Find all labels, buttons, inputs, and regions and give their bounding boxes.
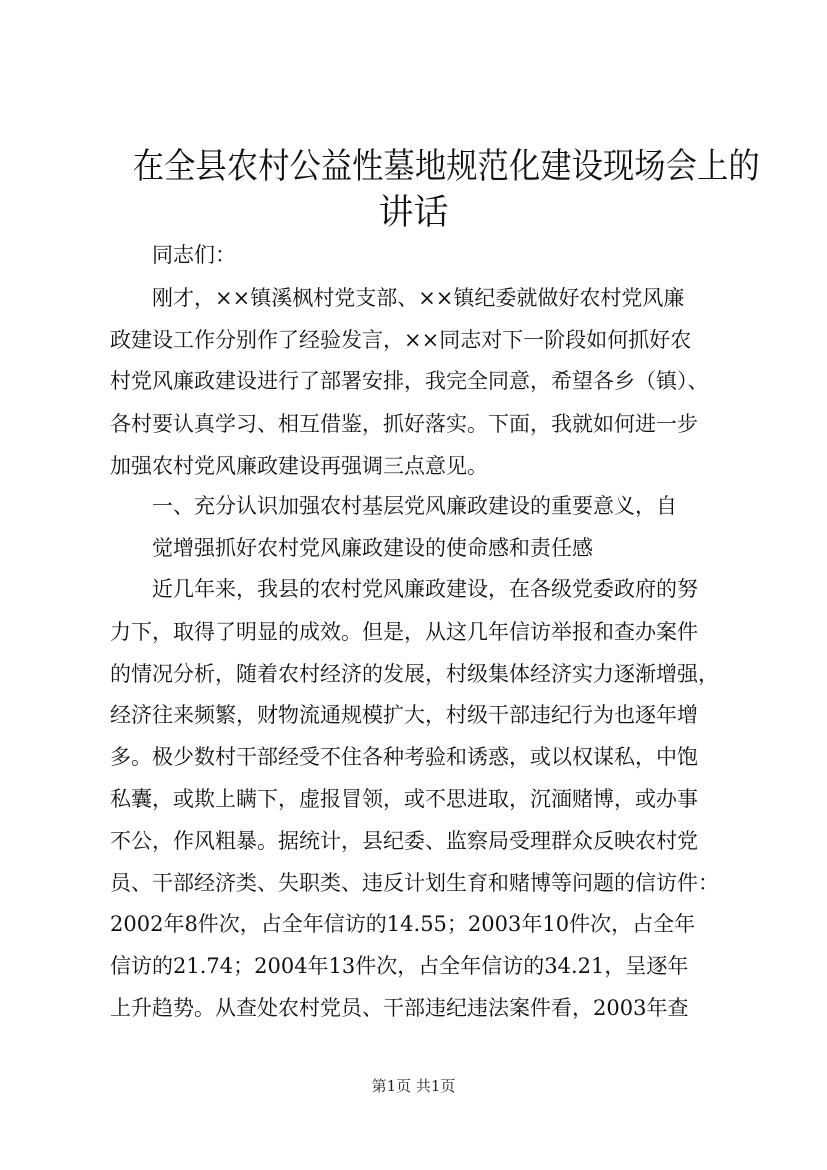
- document-title-line-2: 讲话: [378, 193, 449, 233]
- body-line: 刚才，××镇溪枫村党支部、××镇纪委就做好农村党风廉: [152, 286, 685, 310]
- body-line: 加强农村党风廉政建设再强调三点意见。: [110, 454, 488, 478]
- body-line: 政建设工作分别作了经验发言，××同志对下一阶段如何抓好农: [110, 328, 692, 352]
- body-line: 近几年来，我县的农村党风廉政建设，在各级党委政府的努: [152, 577, 698, 601]
- body-line-salutation: 同志们：: [152, 243, 236, 267]
- body-line: 力下，取得了明显的成效。但是，从这几年信访举报和查办案件: [110, 620, 698, 644]
- body-line: 不公，作风粗暴。据统计，县纪委、监察局受理群众反映农村党: [110, 829, 698, 853]
- document-title-line-1: 在全县农村公益性墓地规范化建设现场会上的: [132, 147, 760, 187]
- section-heading-line: 觉增强抓好农村党风廉政建设的使命感和责任感: [152, 536, 593, 560]
- body-line: 的情况分析，随着农村经济的发展，村级集体经济实力逐渐增强，: [110, 662, 719, 686]
- body-line: 私囊，或欺上瞒下，虚报冒领，或不思进取，沉湎赌博，或办事: [110, 787, 698, 811]
- body-line: 2002年8件次，占全年信访的14.55；2003年10件次，占全年: [110, 912, 696, 936]
- body-line: 上升趋势。从查处农村党员、干部违纪违法案件看，2003年查: [110, 996, 689, 1020]
- page-number-footer: 第1页 共1页: [371, 1077, 456, 1095]
- body-line: 多。极少数村干部经受不住各种考验和诱惑，或以权谋私，中饱: [110, 745, 698, 769]
- body-line: 村党风廉政建设进行了部署安排，我完全同意，希望各乡（镇）、: [110, 369, 709, 393]
- body-line: 经济往来频繁，财物流通规模扩大，村级干部违纪行为也逐年增: [110, 703, 698, 727]
- section-heading-line: 一、充分认识加强农村基层党风廉政建设的重要意义，自: [152, 494, 677, 518]
- body-line: 信访的21.74；2004年13件次，占全年信访的34.21，呈逐年: [110, 954, 689, 978]
- body-line: 员、干部经济类、失职类、违反计划生育和赌博等问题的信访件：: [110, 871, 719, 895]
- body-line: 各村要认真学习、相互借鉴，抓好落实。下面，我就如何进一步: [110, 412, 698, 436]
